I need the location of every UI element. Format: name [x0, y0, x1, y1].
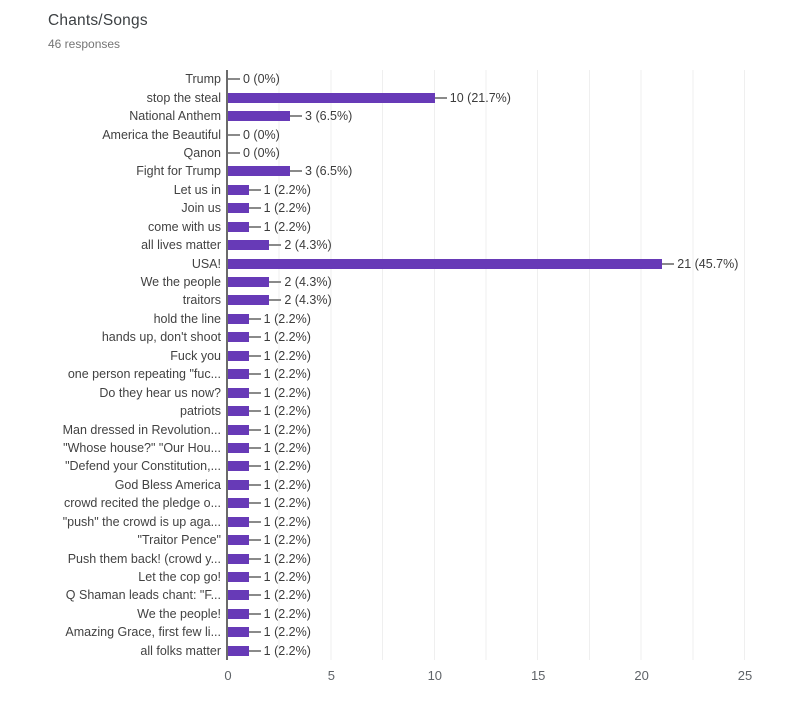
bar	[228, 185, 249, 195]
bar	[228, 572, 249, 582]
category-label: "push" the crowd is up aga...	[62, 514, 221, 529]
chart-row	[0, 642, 745, 660]
bar	[228, 590, 249, 600]
bar	[228, 406, 249, 416]
value-leader-line	[249, 392, 261, 394]
chart-row	[0, 273, 745, 291]
value-label: 0 (0%)	[243, 127, 280, 142]
chart-row	[0, 383, 745, 401]
value-leader-line	[249, 318, 261, 320]
value-leader-line	[249, 594, 261, 596]
value-label: 1 (2.2%)	[263, 570, 311, 585]
value-leader-line	[269, 281, 281, 283]
category-label: We the people	[140, 275, 221, 290]
value-leader-line	[249, 447, 261, 449]
bar	[228, 480, 249, 490]
value-label: 1 (2.2%)	[263, 219, 311, 234]
chart-row	[0, 476, 745, 494]
value-label: 2 (4.3%)	[284, 293, 332, 308]
x-tick-label: 10	[427, 668, 443, 683]
bar-track	[226, 623, 745, 641]
value-label: 1 (2.2%)	[263, 459, 311, 474]
bar-track	[226, 199, 745, 217]
category-label: all lives matter	[141, 238, 221, 253]
chart-row	[0, 513, 745, 531]
bar-track	[226, 476, 745, 494]
bar-track	[226, 402, 745, 420]
bar-track	[226, 549, 745, 567]
chart-row	[0, 70, 745, 88]
value-leader-line	[228, 152, 240, 154]
value-leader-line	[249, 373, 261, 375]
value-leader-line	[290, 115, 302, 117]
value-leader-line	[249, 410, 261, 412]
value-leader-line	[249, 539, 261, 541]
value-label: 1 (2.2%)	[263, 422, 311, 437]
value-label: 10 (21.7%)	[449, 90, 511, 105]
bar-track	[226, 144, 745, 162]
bar	[228, 277, 269, 287]
bar-track	[226, 439, 745, 457]
bar-track	[226, 291, 745, 309]
category-label: hands up, don't shoot	[101, 330, 221, 345]
value-leader-line	[249, 650, 261, 652]
bar	[228, 388, 249, 398]
value-leader-line	[249, 207, 261, 209]
x-tick-label: 20	[634, 668, 649, 683]
value-leader-line	[249, 429, 261, 431]
value-label: 1 (2.2%)	[263, 643, 311, 658]
chart-row	[0, 328, 745, 346]
category-label: patriots	[180, 404, 221, 419]
bar-track	[226, 457, 745, 475]
value-label: 1 (2.2%)	[263, 201, 311, 216]
chart-row	[0, 199, 745, 217]
value-leader-line	[269, 244, 281, 246]
category-label: crowd recited the pledge o...	[63, 496, 221, 511]
value-label: 1 (2.2%)	[263, 311, 311, 326]
category-label: Join us	[181, 201, 221, 216]
chart-row	[0, 347, 745, 365]
category-label: Fuck you	[170, 348, 221, 363]
bar-track	[226, 310, 745, 328]
bar-track	[226, 254, 745, 272]
bar	[228, 240, 269, 250]
bar	[228, 443, 249, 453]
chart-row	[0, 623, 745, 641]
chart-row	[0, 107, 745, 125]
bar	[228, 332, 249, 342]
bar-track	[226, 568, 745, 586]
category-label: Trump	[185, 72, 221, 87]
chart-row	[0, 218, 745, 236]
value-label: 1 (2.2%)	[263, 551, 311, 566]
bar	[228, 93, 435, 103]
chart-row	[0, 365, 745, 383]
chart-row	[0, 420, 745, 438]
category-label: Let us in	[173, 182, 221, 197]
chart-title: Chants/Songs	[48, 12, 148, 29]
category-label: National Anthem	[129, 109, 221, 124]
chart-row	[0, 291, 745, 309]
chart-row	[0, 494, 745, 512]
value-label: 21 (45.7%)	[677, 256, 739, 271]
bar	[228, 295, 269, 305]
value-leader-line	[249, 502, 261, 504]
category-label: God Bless America	[114, 477, 221, 492]
category-label: USA!	[191, 256, 221, 271]
bar-track	[226, 218, 745, 236]
category-label: Qanon	[183, 145, 221, 160]
chart-row	[0, 402, 745, 420]
category-label: one person repeating "fuc...	[67, 367, 221, 382]
chart-header	[0, 0, 795, 51]
category-label: stop the steal	[146, 90, 221, 105]
value-label: 1 (2.2%)	[263, 367, 311, 382]
bar-track	[226, 586, 745, 604]
value-label: 2 (4.3%)	[284, 238, 332, 253]
bar-track	[226, 531, 745, 549]
chart-row	[0, 181, 745, 199]
bar-track	[226, 328, 745, 346]
value-leader-line	[249, 631, 261, 633]
bar-track	[226, 162, 745, 180]
category-label: Amazing Grace, first few li...	[65, 625, 221, 640]
x-tick-label: 25	[737, 668, 753, 683]
chart-row	[0, 549, 745, 567]
value-label: 1 (2.2%)	[263, 588, 311, 603]
bar	[228, 646, 249, 656]
value-leader-line	[435, 97, 447, 99]
category-label: Do they hear us now?	[99, 385, 221, 400]
chart-row	[0, 88, 745, 106]
bar-track	[226, 88, 745, 106]
bar-track	[226, 365, 745, 383]
value-label: 1 (2.2%)	[263, 477, 311, 492]
chart-response-count: 46 responses	[48, 37, 121, 51]
bar	[228, 517, 249, 527]
bar-chart	[0, 70, 745, 660]
x-tick-label: 0	[224, 668, 232, 683]
chart-row	[0, 254, 745, 272]
value-label: 1 (2.2%)	[263, 182, 311, 197]
bar-track	[226, 236, 745, 254]
value-label: 0 (0%)	[243, 145, 280, 160]
bar	[228, 222, 249, 232]
value-label: 1 (2.2%)	[263, 533, 311, 548]
value-label: 3 (6.5%)	[305, 164, 353, 179]
value-label: 1 (2.2%)	[263, 496, 311, 511]
value-leader-line	[249, 465, 261, 467]
value-leader-line	[249, 558, 261, 560]
bar-track	[226, 70, 745, 88]
value-leader-line	[249, 576, 261, 578]
category-label: Push them back! (crowd y...	[67, 551, 221, 566]
bar	[228, 498, 249, 508]
category-label: Q Shaman leads chant: "F...	[65, 588, 221, 603]
category-label: America the Beautiful	[102, 127, 221, 142]
bar	[228, 203, 249, 213]
bar-track	[226, 383, 745, 401]
bar-track	[226, 273, 745, 291]
bar	[228, 259, 662, 269]
value-label: 1 (2.2%)	[263, 385, 311, 400]
value-leader-line	[249, 613, 261, 615]
chart-row	[0, 605, 745, 623]
value-leader-line	[249, 336, 261, 338]
value-leader-line	[228, 78, 240, 80]
value-label: 2 (4.3%)	[284, 275, 332, 290]
category-label: "Traitor Pence"	[137, 533, 221, 548]
bar	[228, 627, 249, 637]
category-label: Man dressed in Revolution...	[62, 422, 221, 437]
value-leader-line	[290, 170, 302, 172]
bar	[228, 314, 249, 324]
category-label: "Whose house?" "Our Hou...	[63, 440, 221, 455]
chart-row	[0, 531, 745, 549]
value-leader-line	[249, 484, 261, 486]
bar	[228, 425, 249, 435]
bar	[228, 351, 249, 361]
x-tick-label: 15	[530, 668, 546, 683]
x-axis	[224, 662, 753, 686]
bar-track	[226, 642, 745, 660]
bar-track	[226, 420, 745, 438]
value-label: 3 (6.5%)	[305, 109, 353, 124]
category-label: "Defend your Constitution,...	[65, 459, 221, 474]
chart-row	[0, 439, 745, 457]
bar-track	[226, 125, 745, 143]
bar	[228, 609, 249, 619]
value-leader-line	[662, 263, 674, 265]
bar-track	[226, 605, 745, 623]
bar	[228, 461, 249, 471]
value-label: 1 (2.2%)	[263, 330, 311, 345]
value-label: 1 (2.2%)	[263, 514, 311, 529]
chart-row	[0, 236, 745, 254]
value-leader-line	[249, 189, 261, 191]
value-leader-line	[228, 134, 240, 136]
chart-row	[0, 162, 745, 180]
chart-row	[0, 586, 745, 604]
bar	[228, 535, 249, 545]
category-label: We the people!	[137, 606, 221, 621]
value-label: 1 (2.2%)	[263, 625, 311, 640]
category-label: Fight for Trump	[136, 164, 221, 179]
value-leader-line	[269, 299, 281, 301]
category-label: hold the line	[153, 311, 221, 326]
bar	[228, 111, 290, 121]
category-label: Let the cop go!	[138, 570, 221, 585]
value-label: 1 (2.2%)	[263, 440, 311, 455]
value-label: 1 (2.2%)	[263, 404, 311, 419]
chart-row	[0, 310, 745, 328]
chart-row	[0, 457, 745, 475]
bar	[228, 369, 249, 379]
bar	[228, 554, 249, 564]
value-leader-line	[249, 226, 261, 228]
bar-track	[226, 107, 745, 125]
chart-row	[0, 144, 745, 162]
category-label: all folks matter	[140, 643, 221, 658]
bar	[228, 166, 290, 176]
bar-track	[226, 513, 745, 531]
value-label: 1 (2.2%)	[263, 606, 311, 621]
bar-track	[226, 181, 745, 199]
x-tick-label: 5	[327, 668, 336, 683]
category-label: come with us	[148, 219, 221, 234]
bar-track	[226, 494, 745, 512]
value-label: 0 (0%)	[243, 72, 280, 87]
chart-row	[0, 568, 745, 586]
category-label: traitors	[182, 293, 221, 308]
value-leader-line	[249, 355, 261, 357]
chart-row	[0, 125, 745, 143]
bar-track	[226, 347, 745, 365]
value-label: 1 (2.2%)	[263, 348, 311, 363]
value-leader-line	[249, 521, 261, 523]
